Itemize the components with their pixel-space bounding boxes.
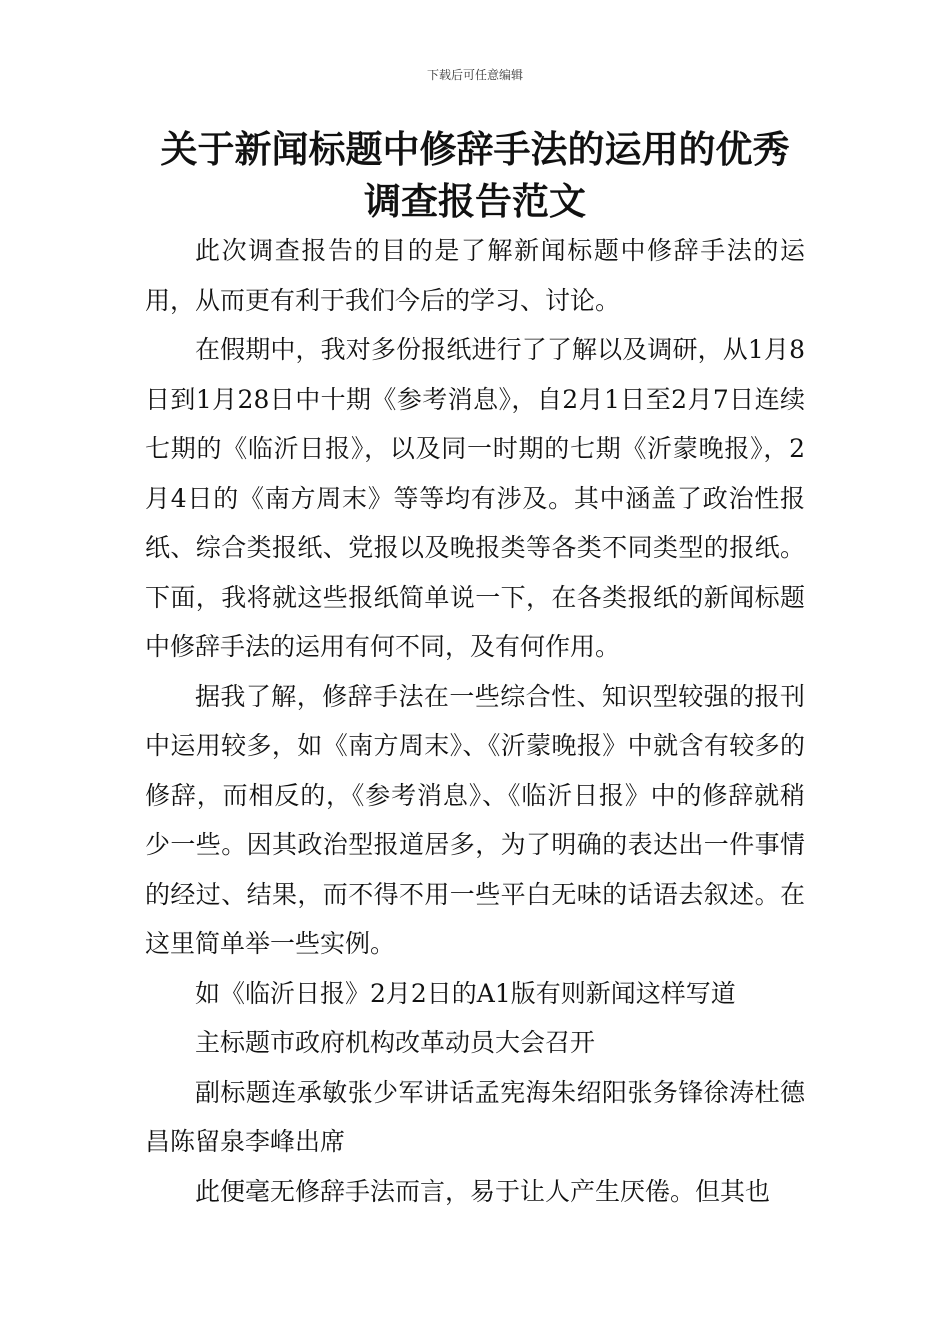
document-body [145, 226, 805, 1216]
paragraph: 此便毫无修辞手法而言，易于让人产生厌倦。但其也 [195, 1176, 771, 1206]
paragraph: 主标题市政府机构改革动员大会召开 [195, 1028, 596, 1057]
header-note: 下载后可任意编辑 [426, 68, 523, 82]
paragraph: 如《临沂日报》2月2日的A1版有则新闻这样写道 [195, 978, 736, 1008]
paragraph: 据我了解，修辞手法在一些综合性、知识型较强的报刊中运用较多，如《南方周末》、《沂蒙晚报》中就含有较多的修辞，而相反的，《参考消息》、《临沂日报》中的修辞就稍少一些。因其政治型报道居多，为了明确的表达出一件事情的经过、结果，而不得不用一些平白无味的话语去叙述。在这里简单举一些实例。 [145, 681, 805, 958]
paragraph: 在假期中，我对多份报纸进行了了解以及调研，从1月8日到1月28日中十期《参考消息》，自2月1日至2月7日连续七期的《临沂日报》，以及同一时期的七期《沂蒙晚报》，2月4日的《南方周末》等等均有涉及。其中涵盖了政治性报纸、综合类报纸、党报以及晚报类等各类不同类型的报纸。下面，我将就这些报纸简单说一下，在各类报纸的新闻标题中修辞手法的运用有何不同，及有何作用。 [145, 335, 805, 661]
document-title: 关于新闻标题中修辞手法的运用的优秀调查报告范文 [160, 128, 790, 223]
paragraph: 此次调查报告的目的是了解新闻标题中修辞手法的运用，从而更有利于我们今后的学习、讨论。 [145, 236, 805, 315]
paragraph: 副标题连承敏张少军讲话孟宪海朱绍阳张务锋徐涛杜德昌陈留泉李峰出席 [145, 1077, 805, 1156]
